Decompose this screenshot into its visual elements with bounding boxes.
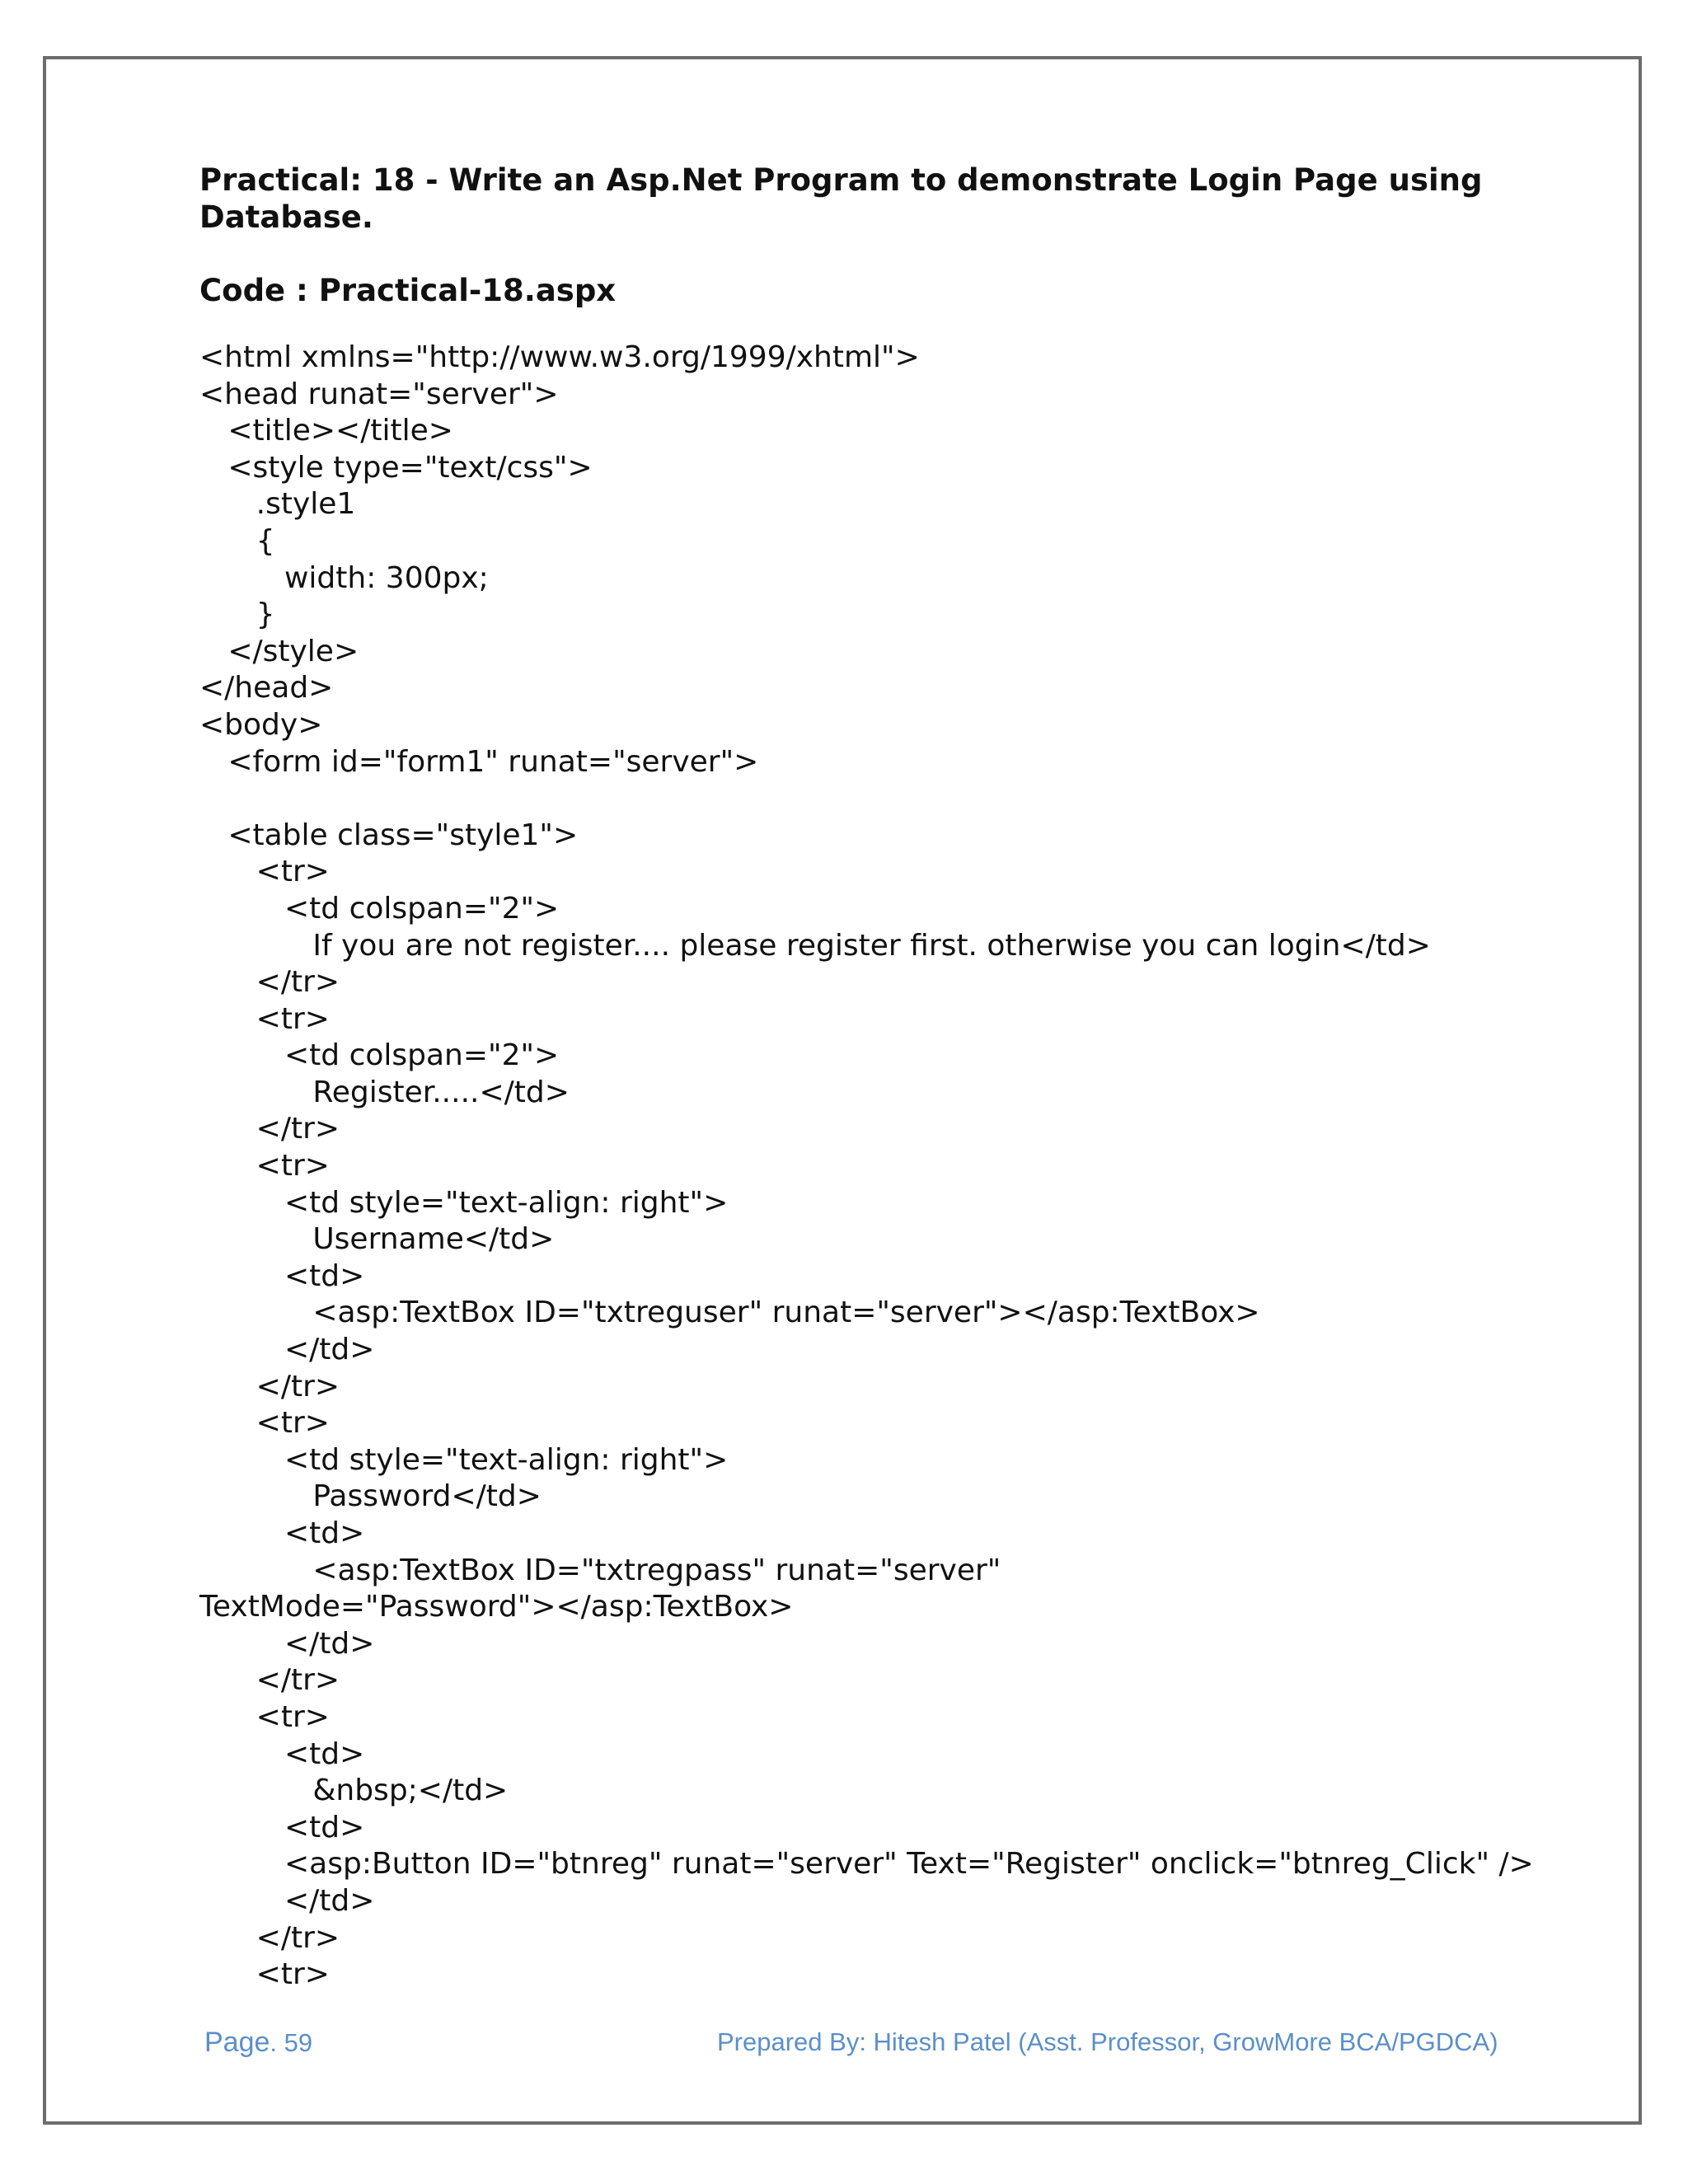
code-line: <tr> — [199, 1699, 330, 1734]
code-line: width: 300px; — [199, 560, 489, 595]
code-line: <tr> — [199, 1149, 330, 1183]
code-line: <td style="text-align: right"> — [199, 1185, 729, 1220]
code-line: TextMode="Password"></asp:TextBox> — [199, 1590, 794, 1624]
code-line: } — [199, 598, 275, 632]
code-line: <asp:TextBox ID="txtregpass" runat="server" — [199, 1553, 1001, 1587]
code-line: <style type="text/css"> — [199, 450, 593, 485]
code-line: </tr> — [199, 1369, 340, 1404]
code-line: <body> — [199, 707, 323, 742]
code-line: </td> — [199, 1883, 375, 1918]
code-line: &nbsp;</td> — [199, 1774, 509, 1808]
code-line: <td style="text-align: right"> — [199, 1442, 729, 1477]
code-line: </td> — [199, 1333, 375, 1367]
code-line — [199, 780, 1534, 818]
footer-page-label: Page — [204, 2027, 270, 2058]
code-line: <asp:TextBox ID="txtreguser" runat="server"></asp:TextBox> — [199, 1296, 1260, 1330]
code-line: <td colspan="2"> — [199, 1038, 560, 1073]
footer-page-value: . 59 — [270, 2028, 313, 2057]
code-line: <td colspan="2"> — [199, 891, 560, 926]
code-line: </tr> — [199, 965, 340, 1000]
code-file-heading: Code : Practical-18.aspx — [199, 273, 617, 308]
code-line: <tr> — [199, 1001, 330, 1036]
code-line: <asp:Button ID="btnreg" runat="server" Text="Register" onclick="btnreg_Click" /> — [199, 1847, 1534, 1882]
code-line: </td> — [199, 1626, 375, 1661]
code-line: <head runat="server"> — [199, 377, 559, 411]
code-line: <td> — [199, 1516, 365, 1550]
code-line: </tr> — [199, 1920, 340, 1955]
code-line: </tr> — [199, 1663, 340, 1698]
code-line: <tr> — [199, 1957, 330, 1992]
page-title: Practical: 18 - Write an Asp.Net Program to demonstrate Login Page using Database. — [199, 162, 1483, 235]
code-line: <html xmlns="http://www.w3.org/1999/xhtml"> — [199, 340, 920, 374]
code-line: <td> — [199, 1810, 365, 1844]
code-line: { — [199, 523, 275, 558]
code-line: <form id="form1" runat="server"> — [199, 744, 759, 779]
code-line: <title></title> — [199, 414, 453, 448]
code-line: Register.....</td> — [199, 1075, 570, 1109]
code-line: Password</td> — [199, 1479, 542, 1514]
code-line: Username</td> — [199, 1222, 555, 1257]
code-line: <tr> — [199, 855, 330, 889]
code-line: </style> — [199, 634, 359, 668]
code-line: <table class="style1"> — [199, 818, 579, 852]
code-line: <tr> — [199, 1406, 330, 1441]
code-line: </tr> — [199, 1112, 340, 1146]
code-line: </head> — [199, 671, 334, 705]
footer-credit: Prepared By: Hitesh Patel (Asst. Professor, GrowMore BCA/PGDCA) — [717, 2027, 1498, 2056]
code-line: <td> — [199, 1736, 365, 1771]
code-line: If you are not register.... please register first. otherwise you can login</td> — [199, 928, 1431, 963]
code-line: <td> — [199, 1258, 365, 1293]
code-listing — [199, 340, 1534, 1994]
code-line: .style1 — [199, 487, 356, 522]
footer-page-number — [204, 2026, 312, 2060]
